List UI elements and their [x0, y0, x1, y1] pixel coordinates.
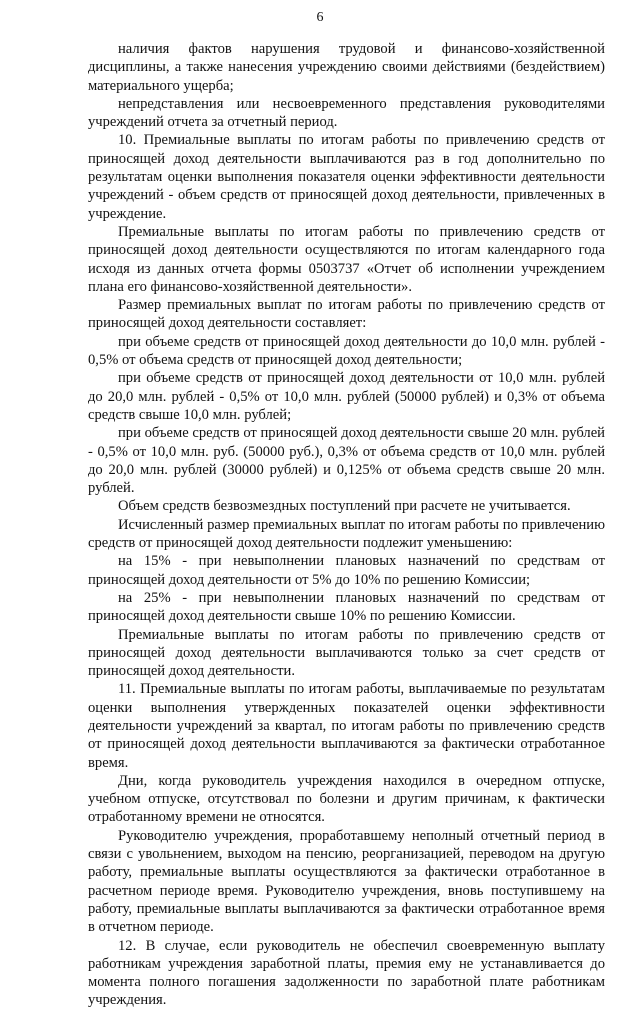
- paragraph: непредставления или несвоевременного представления руководителями учреждений отчета за отчетный период.: [88, 95, 605, 131]
- paragraph: при объеме средств от приносящей доход деятельности от 10,0 млн. рублей до 20,0 млн. рублей - 0,5% от 10,0 млн. рублей (50000 рублей) и 0,3% от объема средств свыше 10,0 млн. рублей;: [88, 370, 605, 423]
- paragraph: Исчисленный размер премиальных выплат по итогам работы по привлечению средств от приносящей доход деятельности подлежит уменьшению:: [88, 516, 605, 552]
- paragraph: наличия фактов нарушения трудовой и финансово-хозяйственной дисциплины, а также нанесения учреждению своими действиями (бездействием) материального ущерба;: [88, 41, 605, 94]
- paragraph: 11. Премиальные выплаты по итогам работы, выплачиваемые по результатам оценки выполнения утвержденных показателей оценки эффективности деятельности учреждений за квартал, по итогам работы по привлечению средств от приносящей доход деятельности выплачиваются за фактически отработанное время.: [88, 681, 605, 771]
- paragraph: 12. В случае, если руководитель не обеспечил своевременную выплату работникам учреждения заработной платы, премия ему не устанавливается до момента полного погашения задолженности по заработной плате работникам учреждения.: [88, 937, 605, 1009]
- paragraph: при объеме средств от приносящей доход деятельности свыше 20 млн. рублей - 0,5% от 10,0 млн. руб. (50000 руб.), 0,3% от объема средств от 10,0 млн. рублей до 20,0 млн. рублей (30000 рублей) и 0,125% от объема средств свыше 20 млн. рублей.: [88, 425, 605, 497]
- paragraph: 10. Премиальные выплаты по итогам работы по привлечению средств от приносящей доход деятельности выплачиваются раз в год дополнительно по результатам оценки выполнения показателя оценки эффективности деятельности учреждений - объем средств от приносящей доход деятельности, привлеченных в учреждение.: [88, 132, 605, 222]
- paragraph: на 25% - при невыполнении плановых назначений по средствам от приносящей доход деятельности свыше 10% по решению Комиссии.: [88, 589, 605, 625]
- document-body: [88, 40, 605, 1010]
- paragraph: при объеме средств от приносящей доход деятельности до 10,0 млн. рублей - 0,5% от объема средств от приносящей доход деятельности;: [88, 333, 605, 369]
- page-number: 6: [316, 10, 324, 25]
- paragraph: на 15% - при невыполнении плановых назначений по средствам от приносящей доход деятельности от 5% до 10% по решению Комиссии;: [88, 553, 605, 588]
- paragraph: Дни, когда руководитель учреждения находился в очередном отпуске, учебном отпуске, отсутствовал по болезни и другим причинам, к фактически отработанному времени не относятся.: [88, 772, 605, 826]
- paragraph: Руководителю учреждения, проработавшему неполный отчетный период в связи с увольнением, выходом на пенсию, реорганизацией, переводом на другую работу, премиальные выплаты осуществляются за фактически отработанное в расчетном периоде время. Руководителю учреждения, вновь поступившему на работу, премиальные выплаты выплачиваются за фактически отработанное время в отчетном периоде.: [88, 827, 605, 936]
- paragraph: Премиальные выплаты по итогам работы по привлечению средств от приносящей доход деятельности выплачиваются только за счет средств от приносящей доход деятельности.: [88, 626, 605, 680]
- paragraph: Премиальные выплаты по итогам работы по привлечению средств от приносящей доход деятельности осуществляются по итогам календарного года исходя из данных отчета формы 0503737 «Отчет об исполнении учреждением плана его финансово-хозяйственной деятельности».: [88, 223, 605, 295]
- paragraph: Объем средств безвозмездных поступлений при расчете не учитывается.: [118, 498, 571, 515]
- paragraph: Размер премиальных выплат по итогам работы по привлечению средств от приносящей доход деятельности составляет:: [88, 297, 605, 332]
